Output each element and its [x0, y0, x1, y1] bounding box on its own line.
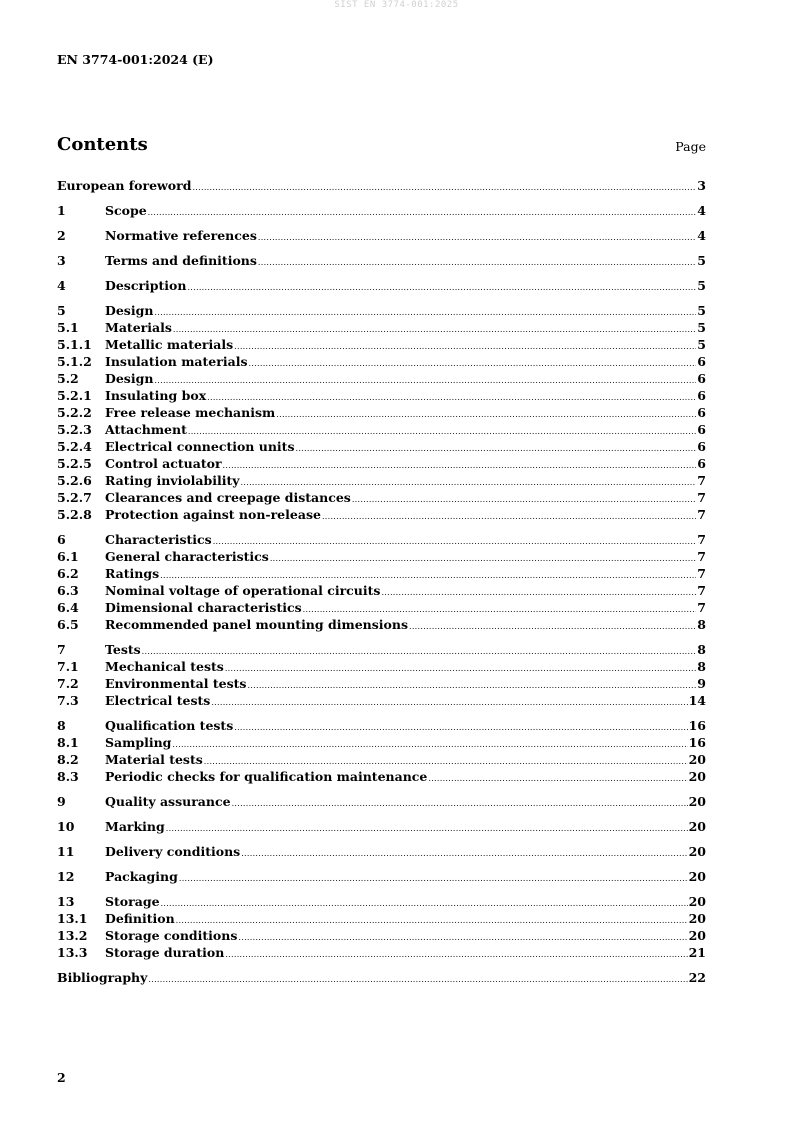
- toc-entry[interactable]: [57, 692, 706, 709]
- toc-entry-title: Marking: [105, 819, 165, 834]
- toc-entry-title: Design: [105, 371, 154, 386]
- toc-entry-page: 7: [697, 507, 706, 522]
- toc-entry-title: Material tests: [105, 752, 203, 767]
- toc-entry-title: Dimensional characteristics: [105, 600, 302, 615]
- page-column-label: Page: [675, 139, 706, 154]
- toc-entry-page: 20: [688, 844, 706, 859]
- toc-entry-page: 5: [697, 337, 706, 352]
- toc-entry-title: Clearances and creepage distances: [105, 490, 351, 505]
- toc-dot-leader: [238, 929, 687, 946]
- toc-entry-number: 4: [57, 278, 66, 293]
- toc-entry[interactable]: [57, 277, 706, 294]
- toc-entry-number: 6.3: [57, 583, 79, 598]
- toc-entry-title: Metallic materials: [105, 337, 234, 352]
- toc-dot-leader: [213, 533, 697, 550]
- toc-dot-leader: [352, 491, 696, 508]
- toc-entry-title: Terms and definitions: [105, 253, 257, 268]
- toc-entry-page: 7: [697, 549, 706, 564]
- toc-entry-number: 13.3: [57, 945, 88, 960]
- toc-entry-page: 20: [688, 869, 706, 884]
- toc-entry[interactable]: [57, 489, 706, 506]
- toc-entry-page: 6: [697, 388, 706, 403]
- toc-entry-page: 7: [697, 583, 706, 598]
- toc-entry-number: 13.2: [57, 928, 88, 943]
- toc-dot-leader: [223, 457, 697, 474]
- toc-dot-leader: [428, 770, 687, 787]
- toc-entry[interactable]: [57, 531, 706, 548]
- toc-entry-title: Storage: [105, 894, 160, 909]
- toc-entry-page: 6: [697, 371, 706, 386]
- toc-entry-page: 8: [697, 642, 706, 657]
- toc-entry[interactable]: [57, 868, 706, 885]
- toc-entry[interactable]: [57, 506, 706, 523]
- toc-entry-number: 1: [57, 203, 66, 218]
- toc-entry[interactable]: [57, 387, 706, 404]
- toc-dot-leader: [258, 229, 696, 246]
- toc-entry-title: Periodic checks for qualification maintenance: [105, 769, 428, 784]
- toc-entry-title: General characteristics: [105, 549, 269, 564]
- toc-entry-number: 5.2.4: [57, 439, 92, 454]
- toc-entry-title: Qualification tests: [105, 718, 234, 733]
- toc-entry[interactable]: [57, 227, 706, 244]
- contents-heading: Contents: [57, 134, 148, 155]
- toc-entry-title: Characteristics: [105, 532, 212, 547]
- toc-entry-page: 8: [697, 659, 706, 674]
- toc-entry-number: 6.4: [57, 600, 79, 615]
- toc-entry[interactable]: [57, 302, 706, 319]
- toc-dot-leader: [322, 508, 696, 525]
- toc-entry-title: Insulating box: [105, 388, 207, 403]
- toc-entry-number: 12: [57, 869, 75, 884]
- toc-entry-number: 6: [57, 532, 66, 547]
- toc-entry-title: Mechanical tests: [105, 659, 224, 674]
- toc-entry-title: Nominal voltage of operational circuits: [105, 583, 381, 598]
- toc-entry-title: Storage conditions: [105, 928, 238, 943]
- toc-entry-page: 7: [697, 600, 706, 615]
- toc-dot-leader: [207, 389, 696, 406]
- toc-entry[interactable]: [57, 641, 706, 658]
- toc-entry-title: Storage duration: [105, 945, 225, 960]
- toc-entry-number: 13.1: [57, 911, 88, 926]
- toc-entry-page: 6: [697, 456, 706, 471]
- toc-entry-page: 7: [697, 566, 706, 581]
- toc-entry-title: Tests: [105, 642, 141, 657]
- toc-dot-leader: [225, 660, 696, 677]
- toc-entry-title: Attachment: [105, 422, 187, 437]
- toc-entry-page: 6: [697, 354, 706, 369]
- toc-entry-number: 5.1: [57, 320, 79, 335]
- toc-entry-title: Electrical connection units: [105, 439, 295, 454]
- toc-entry-page: 4: [697, 228, 706, 243]
- toc-entry-page: 16: [688, 718, 706, 733]
- toc-entry-title: European foreword: [57, 178, 192, 193]
- toc-entry-number: 10: [57, 819, 75, 834]
- toc-dot-leader: [234, 719, 687, 736]
- toc-entry[interactable]: [57, 793, 706, 810]
- toc-entry[interactable]: [57, 421, 706, 438]
- toc-dot-leader: [241, 845, 687, 862]
- toc-entry-number: 5.2.7: [57, 490, 92, 505]
- toc-entry-title: Definition: [105, 911, 175, 926]
- toc-entry[interactable]: [57, 438, 706, 455]
- toc-entry[interactable]: [57, 565, 706, 582]
- toc-entry[interactable]: [57, 910, 706, 927]
- toc-dot-leader: [192, 179, 696, 196]
- toc-entry-page: 20: [688, 911, 706, 926]
- toc-entry-number: 5.2.5: [57, 456, 92, 471]
- toc-entry-number: 5.1.2: [57, 354, 92, 369]
- toc-entry-title: Delivery conditions: [105, 844, 241, 859]
- toc-dot-leader: [276, 406, 696, 423]
- toc-entry-title: Sampling: [105, 735, 172, 750]
- toc-entry-number: 6.2: [57, 566, 79, 581]
- toc-dot-leader: [409, 618, 696, 635]
- toc-entry-number: 2: [57, 228, 66, 243]
- toc-entry-page: 5: [697, 278, 706, 293]
- document-id: EN 3774-001:2024 (E): [57, 52, 214, 67]
- toc-entry-page: 5: [697, 303, 706, 318]
- toc-entry-number: 7.3: [57, 693, 79, 708]
- toc-entry-title: Control actuator: [105, 456, 222, 471]
- toc-entry-page: 20: [688, 819, 706, 834]
- toc-dot-leader: [166, 820, 688, 837]
- toc-entry-page: 5: [697, 320, 706, 335]
- toc-dot-leader: [154, 304, 696, 321]
- toc-entry-title: Ratings: [105, 566, 160, 581]
- toc-entry[interactable]: [57, 893, 706, 910]
- toc-entry-page: 20: [688, 752, 706, 767]
- toc-entry-page: 21: [688, 945, 706, 960]
- toc-entry[interactable]: [57, 353, 706, 370]
- toc-entry-title: Scope: [105, 203, 147, 218]
- toc-entry[interactable]: [57, 548, 706, 565]
- toc-entry-number: 8.3: [57, 769, 79, 784]
- toc-entry-title: Electrical tests: [105, 693, 211, 708]
- toc-entry-number: 6.1: [57, 549, 79, 564]
- toc-entry-number: 6.5: [57, 617, 79, 632]
- toc-entry[interactable]: [57, 658, 706, 675]
- toc-dot-leader: [161, 895, 688, 912]
- toc-entry[interactable]: [57, 472, 706, 489]
- toc-entry-page: 6: [697, 405, 706, 420]
- toc-entry-page: 20: [688, 794, 706, 809]
- toc-entry-title: Quality assurance: [105, 794, 231, 809]
- toc-entry-page: 3: [697, 178, 706, 193]
- toc-entry[interactable]: [57, 370, 706, 387]
- toc-entry[interactable]: [57, 768, 706, 785]
- toc-dot-leader: [187, 279, 696, 296]
- toc-entry-title: Rating inviolability: [105, 473, 240, 488]
- toc-entry[interactable]: [57, 969, 706, 986]
- toc-entry[interactable]: [57, 843, 706, 860]
- toc-entry-page: 20: [688, 928, 706, 943]
- toc-entry-number: 8.1: [57, 735, 79, 750]
- toc-entry[interactable]: [57, 717, 706, 734]
- page-number: 2: [57, 1070, 66, 1085]
- toc-dot-leader: [142, 643, 697, 660]
- toc-entry[interactable]: [57, 944, 706, 961]
- toc-entry-number: 11: [57, 844, 75, 859]
- toc-entry[interactable]: [57, 599, 706, 616]
- toc-entry-title: Environmental tests: [105, 676, 247, 691]
- toc-dot-leader: [247, 677, 696, 694]
- toc-dot-leader: [211, 694, 687, 711]
- toc-entry-title: Free release mechanism: [105, 405, 276, 420]
- toc-entry-title: Design: [105, 303, 154, 318]
- toc-entry[interactable]: [57, 202, 706, 219]
- watermark: SIST EN 3774-001:2025: [334, 0, 459, 10]
- toc-dot-leader: [270, 550, 696, 567]
- toc-entry-number: 7: [57, 642, 66, 657]
- toc-entry[interactable]: [57, 734, 706, 751]
- toc-entry-page: 5: [697, 253, 706, 268]
- toc-entry[interactable]: [57, 252, 706, 269]
- toc-entry-page: 8: [697, 617, 706, 632]
- toc-dot-leader: [176, 912, 688, 929]
- toc-entry-title: Protection against non-release: [105, 507, 321, 522]
- toc-entry[interactable]: [57, 927, 706, 944]
- toc-dot-leader: [172, 736, 687, 753]
- toc-entry-title: Normative references: [105, 228, 257, 243]
- toc-entry[interactable]: [57, 336, 706, 353]
- toc-entry-number: 5.1.1: [57, 337, 92, 352]
- toc-entry-number: 9: [57, 794, 66, 809]
- toc-entry-page: 14: [688, 693, 706, 708]
- table-of-contents: [57, 177, 706, 986]
- toc-entry-page: 16: [688, 735, 706, 750]
- toc-entry[interactable]: [57, 319, 706, 336]
- toc-entry-title: Insulation materials: [105, 354, 248, 369]
- toc-entry[interactable]: [57, 616, 706, 633]
- toc-entry-page: 4: [697, 203, 706, 218]
- toc-dot-leader: [173, 321, 696, 338]
- toc-entry[interactable]: [57, 751, 706, 768]
- toc-entry[interactable]: [57, 177, 706, 194]
- toc-dot-leader: [258, 254, 696, 271]
- toc-entry-title: Materials: [105, 320, 172, 335]
- toc-entry-number: 8.2: [57, 752, 79, 767]
- toc-dot-leader: [234, 338, 696, 355]
- toc-dot-leader: [148, 204, 697, 221]
- toc-entry-page: 6: [697, 439, 706, 454]
- toc-entry-number: 5.2.8: [57, 507, 92, 522]
- toc-entry-number: 5.2: [57, 371, 79, 386]
- toc-entry-page: 6: [697, 422, 706, 437]
- toc-dot-leader: [232, 795, 688, 812]
- toc-entry-number: 3: [57, 253, 66, 268]
- toc-dot-leader: [225, 946, 687, 963]
- toc-entry-number: 5: [57, 303, 66, 318]
- toc-entry[interactable]: [57, 404, 706, 421]
- toc-entry-page: 20: [688, 769, 706, 784]
- toc-entry-number: 5.2.3: [57, 422, 92, 437]
- toc-entry-title: Recommended panel mounting dimensions: [105, 617, 408, 632]
- toc-entry-title: Packaging: [105, 869, 178, 884]
- toc-dot-leader: [154, 372, 696, 389]
- toc-entry-page: 22: [688, 970, 706, 985]
- toc-entry-number: 7.1: [57, 659, 79, 674]
- toc-entry[interactable]: [57, 455, 706, 472]
- toc-entry-number: 13: [57, 894, 75, 909]
- toc-entry-page: 9: [697, 676, 706, 691]
- toc-entry-number: 7.2: [57, 676, 79, 691]
- toc-entry-page: 7: [697, 532, 706, 547]
- toc-entry-title: Description: [105, 278, 187, 293]
- toc-entry-number: 8: [57, 718, 66, 733]
- toc-entry[interactable]: [57, 582, 706, 599]
- toc-entry-title: Bibliography: [57, 970, 148, 985]
- toc-entry[interactable]: [57, 675, 706, 692]
- toc-dot-leader: [295, 440, 696, 457]
- toc-entry-page: 7: [697, 473, 706, 488]
- toc-dot-leader: [381, 584, 696, 601]
- toc-entry[interactable]: [57, 818, 706, 835]
- toc-dot-leader: [148, 971, 687, 988]
- toc-entry-number: 5.2.1: [57, 388, 92, 403]
- toc-dot-leader: [179, 870, 688, 887]
- toc-entry-page: 20: [688, 894, 706, 909]
- toc-dot-leader: [248, 355, 696, 372]
- toc-entry-number: 5.2.2: [57, 405, 92, 420]
- toc-entry-page: 7: [697, 490, 706, 505]
- toc-entry-number: 5.2.6: [57, 473, 92, 488]
